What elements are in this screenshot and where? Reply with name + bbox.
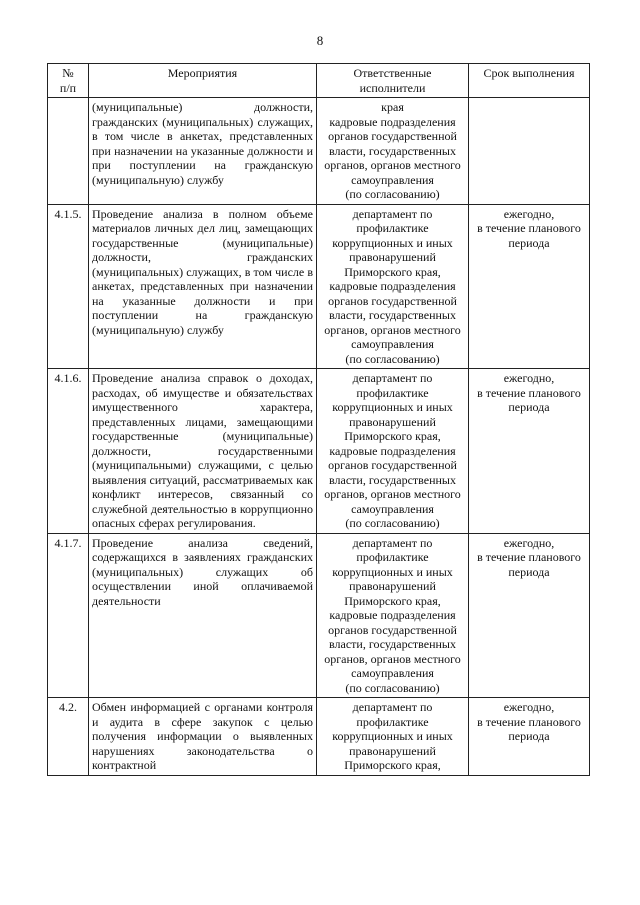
- table-row: [48, 698, 590, 776]
- row-activity: Проведение анализа в полном объеме материалов личных дел лиц, замещающих государственные (муниципальные) должности, гражданских (муниципальных) служащих, в том числе в анкетах, представленных при назначении на указанные должности и при поступлении на гражданскую (муниципальную) службу: [89, 204, 317, 369]
- row-number: 4.2.: [48, 698, 89, 776]
- header-responsible: Ответственные исполнители: [317, 64, 469, 98]
- row-responsible: департамент по профилактике коррупционных и иных правонарушений Приморского края, кадровые подразделения органов государственной власти, государственных органов, органов местного самоуправления (по согласованию): [317, 204, 469, 369]
- row-activity: Обмен информацией с органами контроля и аудита в сфере закупок с целью получения информации о выявленных нарушениях законодательства о контрактной: [89, 698, 317, 776]
- row-number: [48, 98, 89, 205]
- row-responsible: департамент по профилактике коррупционных и иных правонарушений Приморского края, кадровые подразделения органов государственной власти, государственных органов, органов местного самоуправления (по согласованию): [317, 533, 469, 698]
- row-number: 4.1.6.: [48, 369, 89, 534]
- row-activity: Проведение анализа справок о доходах, расходах, об имуществе и обязательствах имущественного характера, представленных лицами, замещающими государственные (муниципальные) должности, государственными (муниципальными) служащими, с целью выявления ситуаций, рассматриваемых как конфликт интересов, связанный со служебной деятельностью в коррупционно опасных сферах регулирования.: [89, 369, 317, 534]
- row-deadline: ежегодно, в течение планового периода: [469, 698, 590, 776]
- header-activities: Мероприятия: [89, 64, 317, 98]
- page-number: 8: [316, 33, 324, 48]
- row-deadline: ежегодно, в течение планового периода: [469, 533, 590, 698]
- header-deadline: Срок выполнения: [469, 64, 590, 98]
- row-number: 4.1.7.: [48, 533, 89, 698]
- row-activity: (муниципальные) должности, гражданских (муниципальных) служащих, в том числе в анкетах, представленных при назначении на указанные должности и при поступлении на гражданскую (муниципальную) службу: [89, 98, 317, 205]
- header-num: № п/п: [48, 64, 89, 98]
- table-row: [48, 98, 590, 205]
- row-responsible: департамент по профилактике коррупционных и иных правонарушений Приморского края,: [317, 698, 469, 776]
- row-responsible: края кадровые подразделения органов государственной власти, государственных органов, органов местного самоуправления (по согласованию): [317, 98, 469, 205]
- table-row: [48, 204, 590, 369]
- table-row: [48, 533, 590, 698]
- row-deadline: [469, 98, 590, 205]
- row-number: 4.1.5.: [48, 204, 89, 369]
- table-row: [48, 369, 590, 534]
- measures-table: [47, 63, 590, 776]
- row-responsible: департамент по профилактике коррупционных и иных правонарушений Приморского края, кадровые подразделения органов государственной власти, государственных органов, органов местного самоуправления (по согласованию): [317, 369, 469, 534]
- row-activity: Проведение анализа сведений, содержащихся в заявлениях гражданских (муниципальных) служащих об осуществлении иной оплачиваемой деятельности: [89, 533, 317, 698]
- row-deadline: ежегодно, в течение планового периода: [469, 369, 590, 534]
- row-deadline: ежегодно, в течение планового периода: [469, 204, 590, 369]
- table-header-row: [48, 64, 590, 98]
